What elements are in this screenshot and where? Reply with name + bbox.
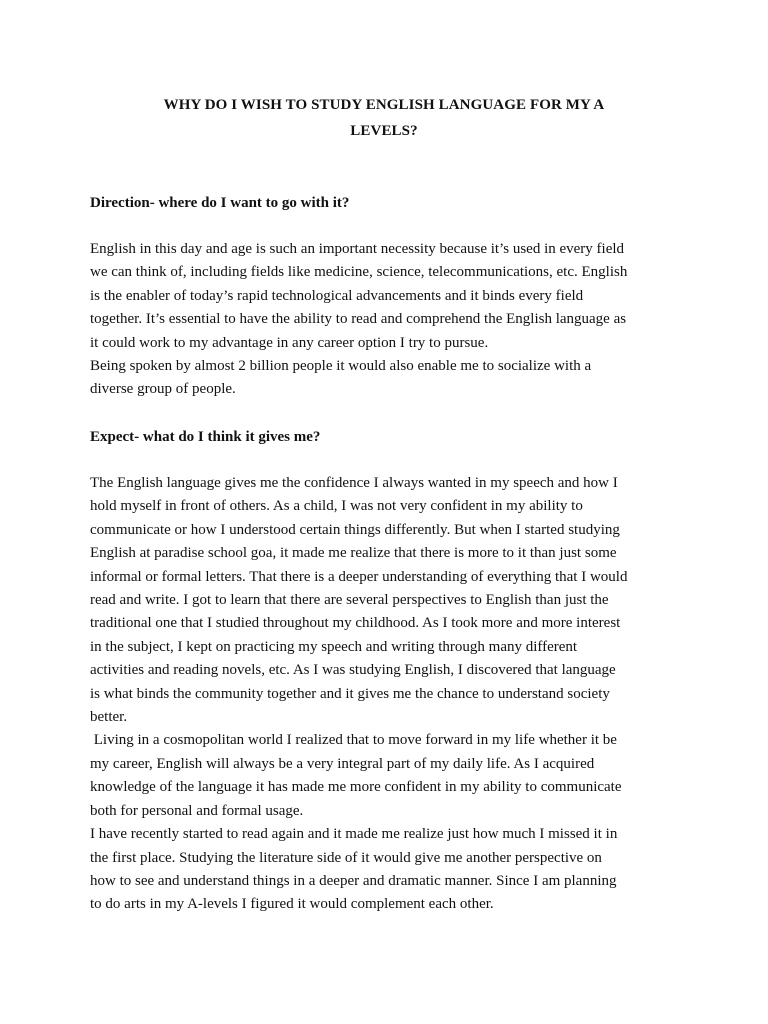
body-line: my career, English will always be a very integral part of my daily life. As I acquired: [90, 755, 595, 772]
body-line: we can think of, including fields like medicine, science, telecommunications, etc. English: [90, 264, 628, 281]
body-line: to do arts in my A-levels I figured it would complement each other.: [90, 896, 494, 913]
body-line: Being spoken by almost 2 billion people it would also enable me to socialize with a: [90, 358, 592, 375]
body-line: is what binds the community together and it gives me the chance to understand society: [90, 685, 610, 702]
section-body-expect: [90, 472, 680, 917]
body-line: English at paradise school goa, it made me realize that there is more to it than just some: [90, 545, 617, 562]
body-line: traditional one that I studied throughout my childhood. As I took more and more interest: [90, 615, 621, 632]
body-line: in the subject, I kept on practicing my speech and writing through many different: [90, 638, 578, 655]
body-line: Living in a cosmopolitan world I realized that to move forward in my life whether it be: [90, 732, 617, 749]
body-line: is the enabler of today’s rapid technological advancements and it binds every field: [90, 287, 584, 304]
section-heading-direction: Direction- where do I want to go with it?: [90, 195, 350, 211]
title-line: LEVELS?: [350, 123, 418, 139]
body-line: communicate or how I understood certain things differently. But when I started studying: [90, 521, 620, 538]
body-line: knowledge of the language it has made me more confident in my ability to communicate: [90, 779, 622, 796]
body-line: together. It’s essential to have the ability to read and comprehend the English language as: [90, 311, 627, 328]
body-line: diverse group of people.: [90, 381, 236, 398]
body-line: how to see and understand things in a deeper and dramatic manner. Since I am planning: [90, 872, 617, 889]
body-line: better.: [90, 709, 128, 726]
body-line: English in this day and age is such an important necessity because it’s used in every field: [90, 241, 625, 257]
body-line: activities and reading novels, etc. As I was studying English, I discovered that language: [90, 662, 616, 679]
document-title: [96, 92, 672, 144]
body-line: it could work to my advantage in any career option I try to pursue.: [90, 334, 489, 351]
body-line: hold myself in front of others. As a child, I was not very confident in my ability to: [90, 498, 583, 515]
section-heading-expect: Expect- what do I think it gives me?: [90, 429, 321, 445]
body-line: I have recently started to read again and it made me realize just how much I missed it in: [90, 826, 618, 843]
body-line: The English language gives me the confidence I always wanted in my speech and how I: [90, 475, 618, 491]
body-line: the first place. Studying the literature side of it would give me another perspective on: [90, 849, 602, 866]
body-line: both for personal and formal usage.: [90, 802, 304, 819]
body-line: read and write. I got to learn that there are several perspectives to English than just the: [90, 592, 609, 609]
section-body-direction: [90, 238, 680, 402]
body-line: informal or formal letters. That there is a deeper understanding of everything that I would: [90, 568, 628, 585]
title-line: WHY DO I WISH TO STUDY ENGLISH LANGUAGE FOR MY A: [163, 97, 605, 113]
